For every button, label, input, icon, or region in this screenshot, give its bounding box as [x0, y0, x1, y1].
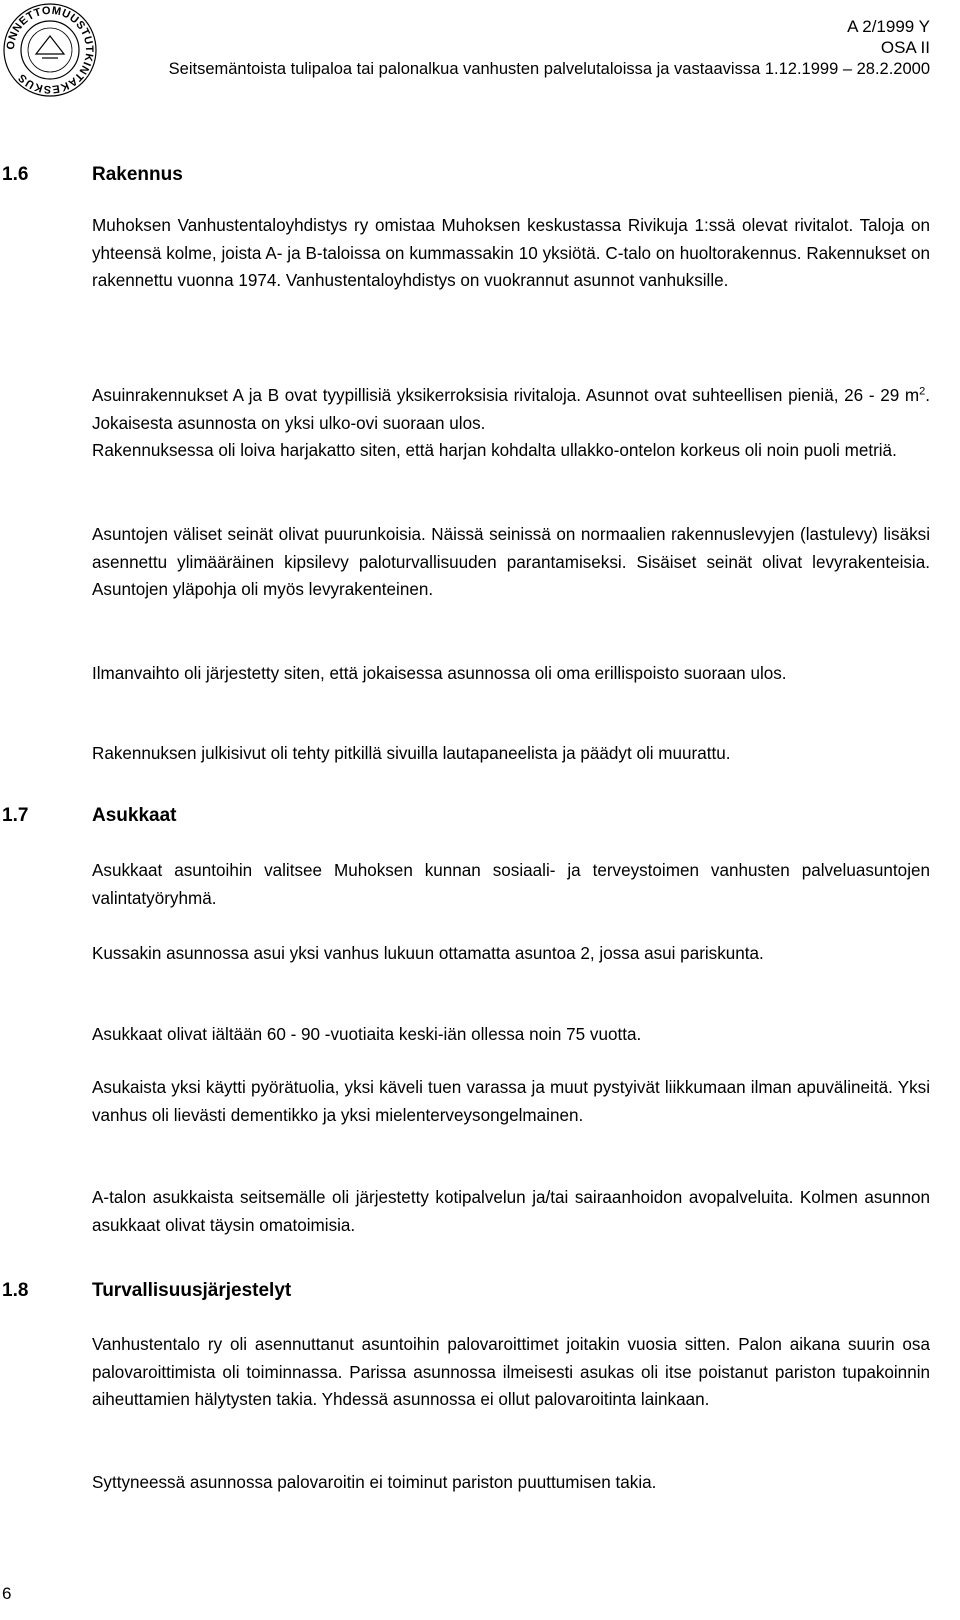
section-number: 1.6 — [2, 164, 29, 185]
paragraph: Rakennuksessa oli loiva harjakatto siten, että harjan kohdalta ullakko-ontelon korkeus oli noin puoli metriä. — [92, 441, 897, 460]
paragraph: Asukaista yksi käytti pyörätuolia, yksi käveli tuen varassa ja muut pystyivät liikkumaan ilman apuvälineitä. Yksi vanhus oli lievästi dementikko ja yksi mielenterveysongelmainen. — [92, 1078, 930, 1125]
section-number: 1.7 — [2, 805, 29, 826]
paragraph: Ilmanvaihto oli järjestetty siten, että jokaisessa asunnossa oli oma erillispoisto suoraan ulos. — [92, 664, 787, 683]
doc-id: A 2/1999 Y — [847, 17, 930, 36]
paragraph: Asukkaat olivat iältään 60 - 90 -vuotiaita keski-iän ollessa noin 75 vuotta. — [92, 1025, 642, 1044]
superscript: 2 — [919, 385, 926, 398]
section-number: 1.8 — [2, 1280, 29, 1301]
paragraph: A-talon asukkaista seitsemälle oli järjestetty kotipalvelun ja/tai sairaanhoidon avopalveluita. Kolmen asunnon asukkaat olivat täysin omatoimisia. — [92, 1188, 930, 1235]
section-title: Asukkaat — [92, 805, 177, 826]
paragraph: Syttyneessä asunnossa palovaroitin ei toiminut pariston puuttumisen takia. — [92, 1473, 657, 1492]
paragraph-text: . Jokaisesta asunnosta on yksi ulko-ovi suoraan ulos. — [92, 386, 930, 433]
doc-part: OSA II — [880, 38, 930, 57]
page-number: 6 — [2, 1584, 12, 1603]
paragraph: Kussakin asunnossa asui yksi vanhus lukuun ottamatta asuntoa 2, jossa asui pariskunta. — [92, 944, 764, 963]
header-subtitle: Seitsemäntoista tulipaloa tai palonalkua vanhusten palvelutaloissa ja vastaavissa 1.12.1999 – 28.2.2000 — [168, 60, 930, 78]
seal-icon — [2, 2, 98, 98]
paragraph: Vanhustentalo ry oli asennuttanut asuntoihin palovaroittimet joitakin vuosia sitten. Palon aikana suurin osa palovaroittimista oli toiminnassa. Parissa asunnossa ilmeisesti asukas oli itse poistanut pariston tupakoinnin aiheuttamien hälytysten takia. Yhdessä asunnossa ei ollut palovaroitinta lainkaan. — [92, 1335, 930, 1410]
paragraph: Rakennuksen julkisivut oli tehty pitkillä sivuilla lautapaneelista ja päädyt oli muurattu. — [92, 744, 731, 763]
paragraph-text: Asuinrakennukset A ja B ovat tyypillisiä yksikerroksisia rivitaloja. Asunnot ovat suhteellisen pieniä, 26 - 29 m — [92, 386, 920, 405]
svg-text:ONNETTOMUUSTUTKINTAKESKUS: ONNETTOMUUSTUTKINTAKESKUS — [4, 4, 96, 96]
section-title: Turvallisuusjärjestelyt — [92, 1280, 292, 1301]
paragraph: Asuntojen väliset seinät olivat puurunkoisia. Näissä seinissä on normaalien rakennuslevyjen (lastulevy) lisäksi asennettu ylimääräinen kipsilevy paloturvallisuuden parantamiseksi. Sisäiset seinät olivat levyrakenteisia. Asuntojen yläpohja oli myös levyrakenteinen. — [92, 525, 930, 600]
section-title: Rakennus — [92, 164, 183, 185]
onnettomuustutkintakeskus-logo — [2, 2, 98, 98]
paragraph — [92, 382, 930, 437]
paragraph: Asukkaat asuntoihin valitsee Muhoksen kunnan sosiaali- ja terveystoimen vanhusten palveluasuntojen valintatyöryhmä. — [92, 861, 930, 908]
paragraph: Muhoksen Vanhustentaloyhdistys ry omistaa Muhoksen keskustassa Rivikuja 1:ssä olevat rivitalot. Taloja on yhteensä kolme, joista A- ja B-taloissa on kummassakin 10 yksiötä. C-talo on huoltorakennus. Rakennukset on rakennettu vuonna 1974. Vanhustentaloyhdistys on vuokrannut asunnot vanhuksille. — [92, 216, 930, 291]
header-doc-info — [847, 16, 930, 58]
